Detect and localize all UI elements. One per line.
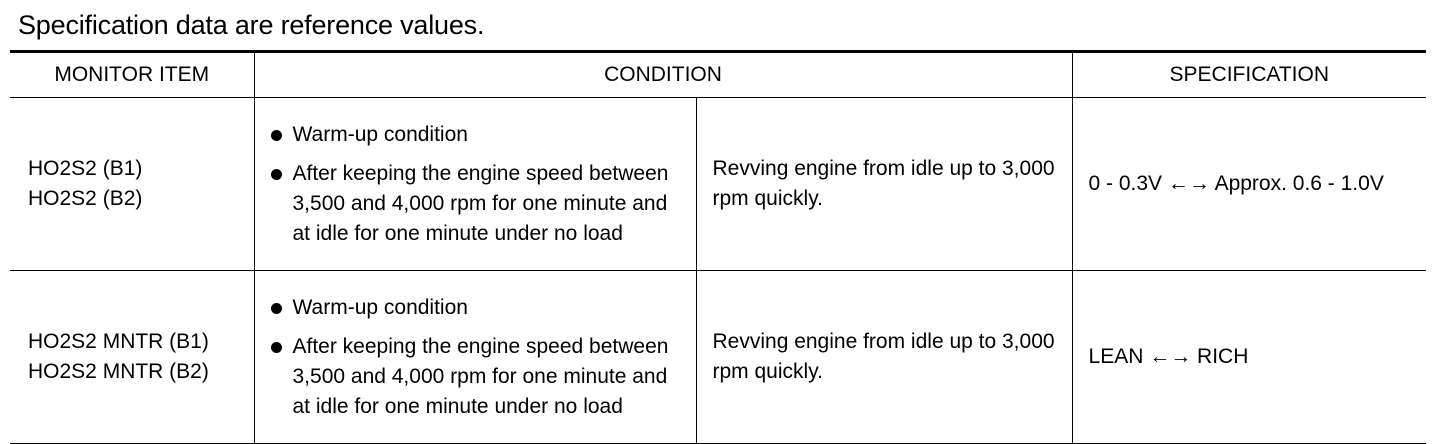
condition-list-item <box>271 293 690 323</box>
condition-action: Revving engine from idle up to 3,000 rpm quickly. <box>696 271 1072 444</box>
monitor-item: HO2S2 MNTR (B2) <box>28 360 209 383</box>
condition-list <box>271 293 690 422</box>
monitor-item-cell <box>10 271 254 444</box>
table-row <box>10 98 1426 271</box>
specification-table <box>10 50 1426 444</box>
header-monitor-item: MONITOR ITEM <box>10 52 254 98</box>
condition-list-cell <box>254 98 696 271</box>
header-specification: SPECIFICATION <box>1072 52 1426 98</box>
condition-list-cell <box>254 271 696 444</box>
bullet-icon <box>271 303 282 314</box>
bullet-icon <box>271 342 282 353</box>
condition-text: Warm-up condition <box>292 295 468 319</box>
condition-text: After keeping the engine speed between 3,500 and 4,000 rpm for one minute and at idle for one minute under no load <box>292 161 669 245</box>
table-row <box>10 271 1426 444</box>
bullet-icon <box>271 130 282 141</box>
condition-text: After keeping the engine speed between 3,500 and 4,000 rpm for one minute and at idle for one minute under no load <box>292 334 669 418</box>
monitor-item-cell <box>10 98 254 271</box>
condition-text: Warm-up condition <box>292 122 468 146</box>
monitor-item: HO2S2 (B2) <box>28 187 143 210</box>
specification-value: 0 - 0.3V ←→ Approx. 0.6 - 1.0V <box>1072 98 1426 271</box>
specification-value: LEAN ←→ RICH <box>1072 271 1426 444</box>
condition-list-item <box>271 120 690 150</box>
monitor-item: HO2S2 MNTR (B1) <box>28 330 209 353</box>
condition-list <box>271 120 690 249</box>
table-caption: Specification data are reference values. <box>18 10 485 40</box>
header-condition: CONDITION <box>254 52 1072 98</box>
monitor-item: HO2S2 (B1) <box>28 157 143 180</box>
condition-list-item <box>271 159 690 249</box>
condition-list-item <box>271 332 690 422</box>
bullet-icon <box>271 169 282 180</box>
header-row <box>10 52 1426 98</box>
condition-action: Revving engine from idle up to 3,000 rpm quickly. <box>696 98 1072 271</box>
